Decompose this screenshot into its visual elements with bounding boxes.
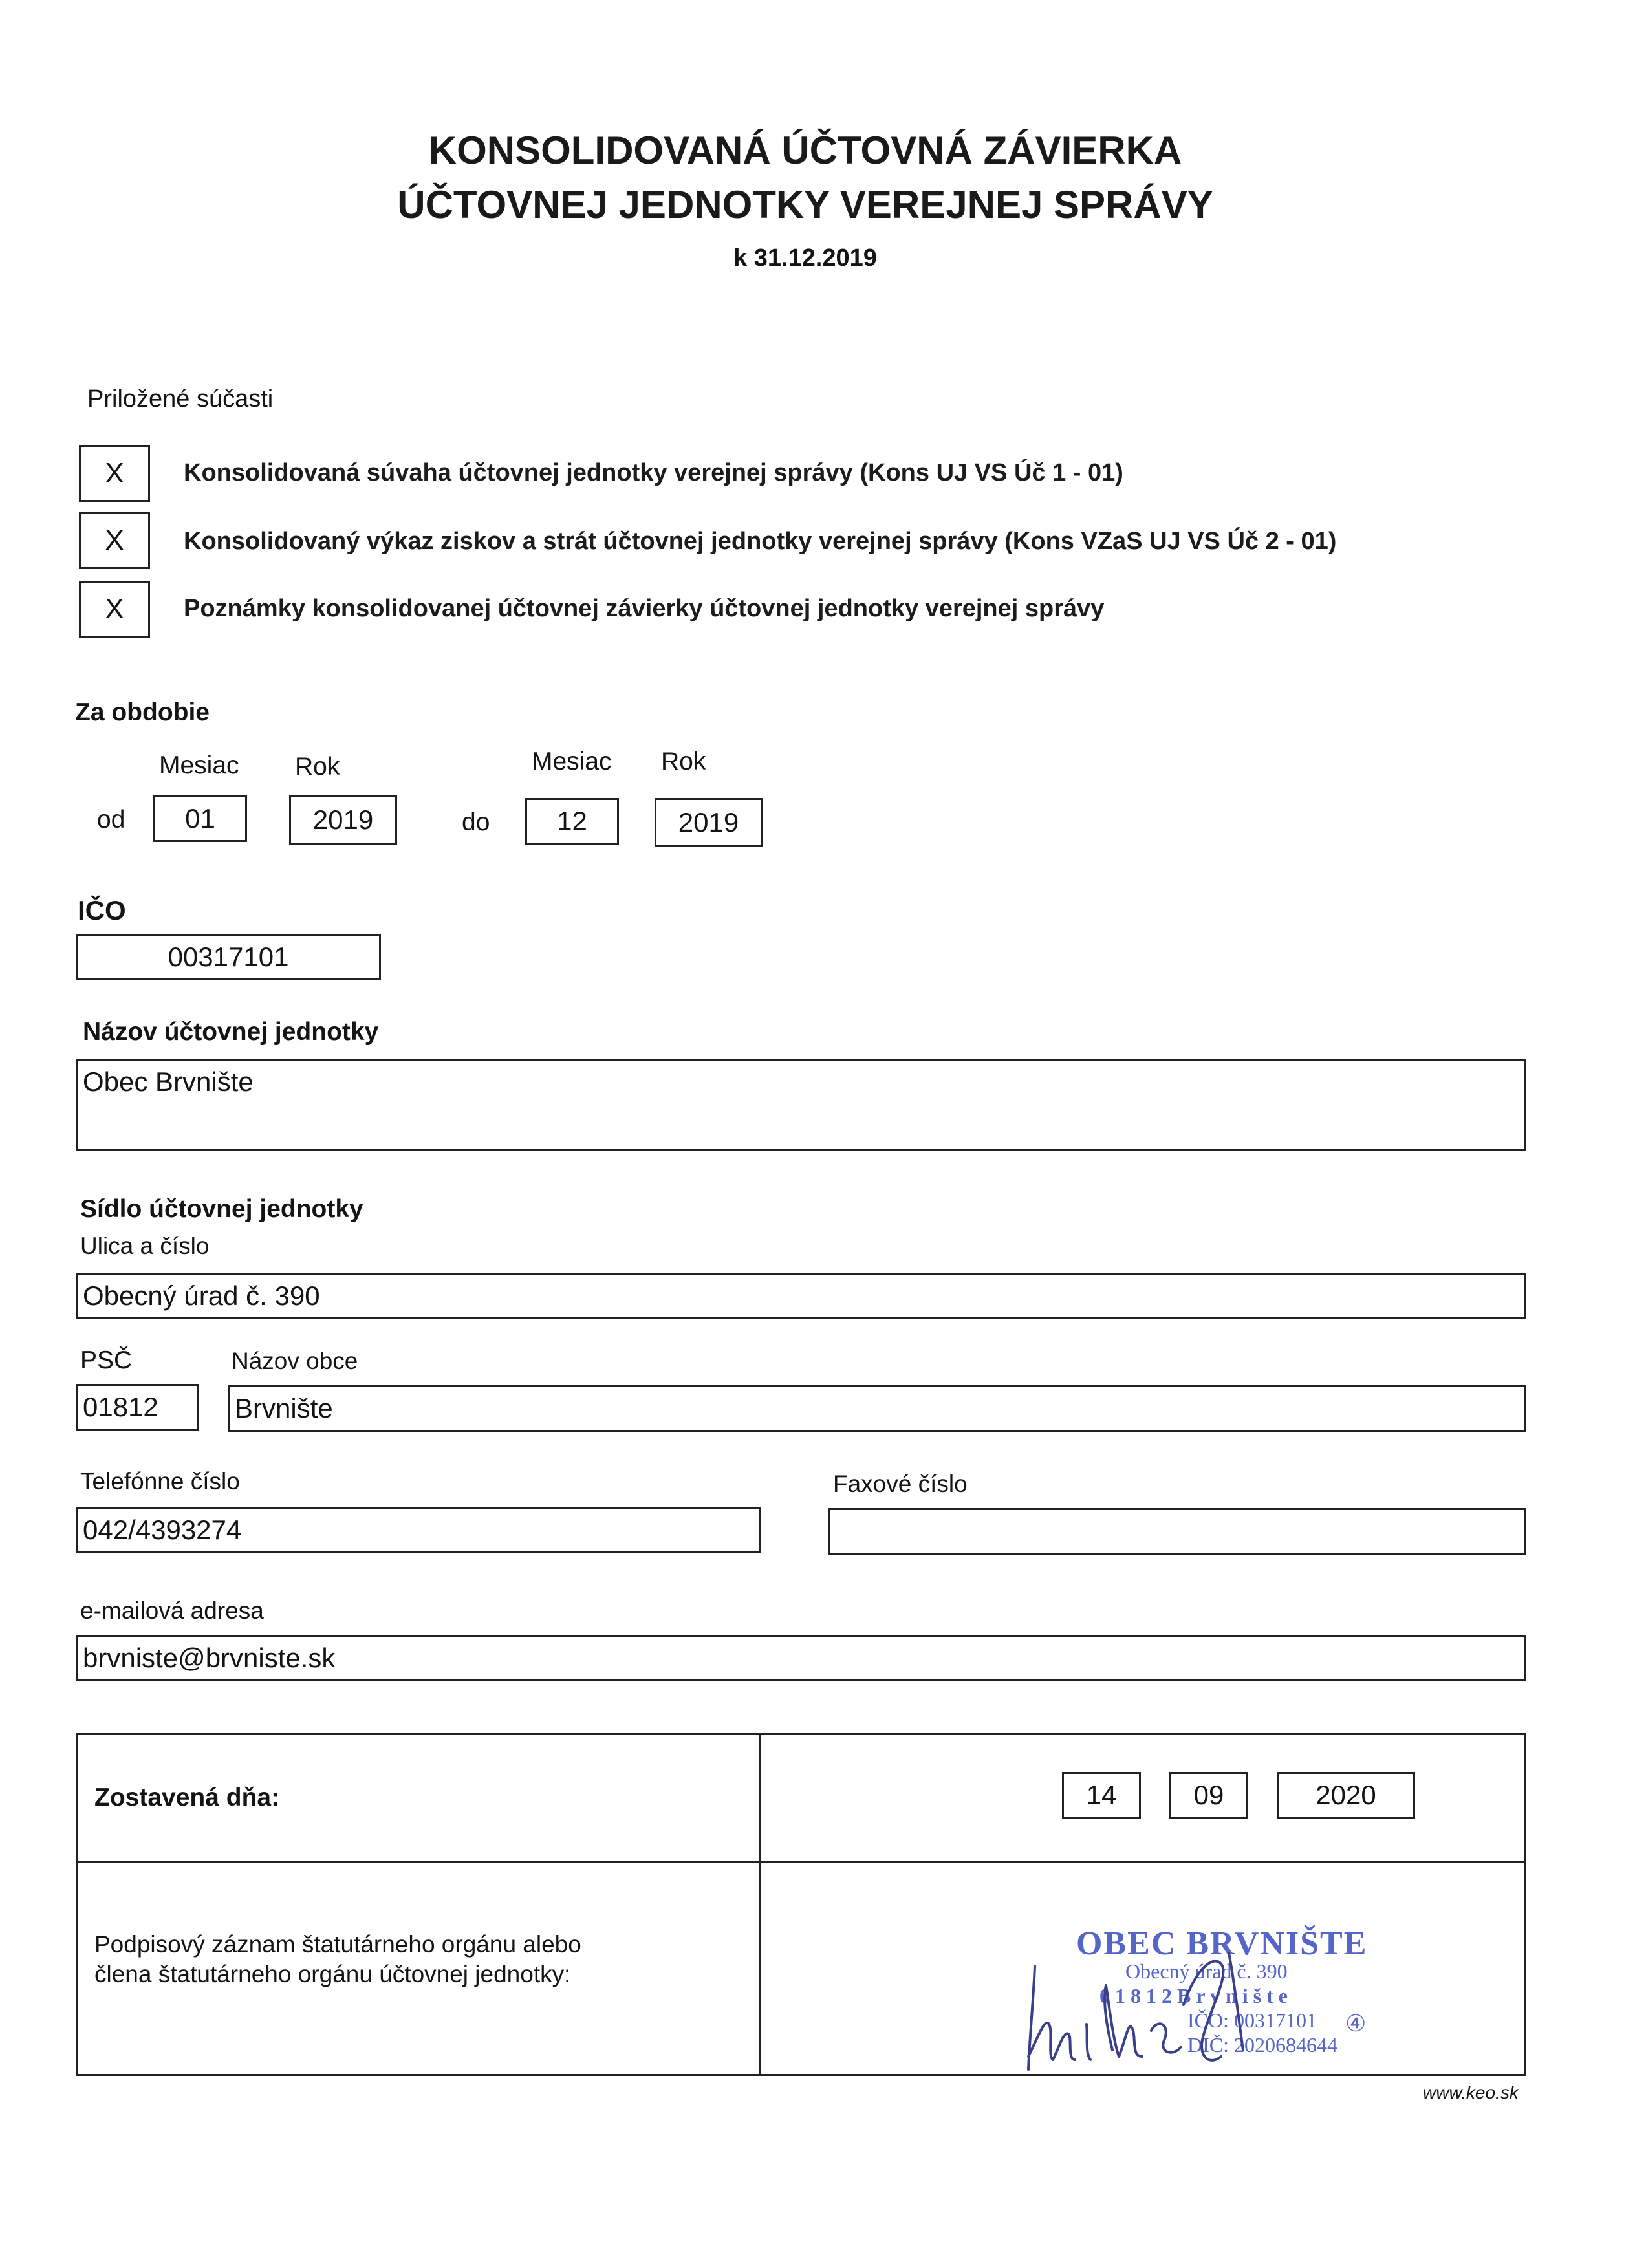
attachment-checkbox-3[interactable]: X (79, 581, 150, 638)
address-heading: Sídlo účtovnej jednotky (80, 1195, 363, 1223)
from-month-field[interactable]: 01 (153, 795, 247, 842)
phone-label: Telefónne číslo (80, 1468, 240, 1495)
stamp-line-address: 0 1 8 1 2 B r v n i š t e (1099, 1984, 1288, 2007)
psc-field[interactable]: 01812 (76, 1384, 199, 1431)
phone-field[interactable]: 042/4393274 (76, 1507, 761, 1553)
to-label: do (462, 808, 490, 836)
street-field[interactable]: Obecný úrad č. 390 (76, 1273, 1526, 1319)
fax-label: Faxové číslo (833, 1471, 968, 1497)
table-divider-horizontal (76, 1861, 1526, 1863)
ico-label: IČO (78, 895, 126, 925)
signature-label-line2: člena štatutárneho orgánu účtovnej jednotky: (94, 1961, 571, 1987)
compiled-month-field[interactable]: 09 (1169, 1772, 1248, 1819)
stamp-title: OBEC BRVNIŠTE (1076, 1925, 1368, 1962)
attachment-label-2: Konsolidovaný výkaz ziskov a strát účtovnej jednotky verejnej správy (Kons VZaS UJ VS Úč 2 - 01) (184, 528, 1337, 555)
signature-label (94, 1930, 581, 1989)
email-label: e-mailová adresa (80, 1597, 264, 1624)
email-field[interactable]: brvniste@brvniste.sk (76, 1635, 1526, 1681)
stamp-line-ico: IČO: 00317101 (1187, 2009, 1317, 2032)
fax-field[interactable] (828, 1508, 1526, 1555)
compiled-date-label: Zostavená dňa: (94, 1784, 280, 1811)
document-date: k 31.12.2019 (733, 244, 877, 272)
entity-name-label: Názov účtovnej jednotky (83, 1018, 379, 1046)
ico-field[interactable]: 00317101 (76, 934, 381, 980)
stamp-line-dic: DIČ: 2020684644 (1187, 2033, 1337, 2057)
attachment-checkbox-1[interactable]: X (79, 445, 150, 502)
to-year-label: Rok (661, 748, 706, 775)
document-title-line2: ÚČTOVNEJ JEDNOTKY VEREJNEJ SPRÁVY (397, 183, 1213, 226)
compiled-year-field[interactable]: 2020 (1277, 1772, 1415, 1819)
period-heading: Za obdobie (75, 698, 210, 726)
street-label: Ulica a číslo (80, 1233, 210, 1259)
stamp-mark: ④ (1345, 2011, 1367, 2036)
from-year-label: Rok (295, 753, 340, 781)
attachment-label-3: Poznámky konsolidovanej účtovnej závierky účtovnej jednotky verejnej správy (184, 595, 1105, 622)
compiled-day-field[interactable]: 14 (1062, 1772, 1141, 1819)
psc-label: PSČ (80, 1346, 133, 1374)
attachment-checkbox-2[interactable]: X (79, 512, 150, 569)
from-month-label: Mesiac (159, 751, 239, 779)
to-month-label: Mesiac (532, 748, 612, 775)
to-year-field[interactable]: 2019 (655, 798, 763, 847)
attachment-label-1: Konsolidovaná súvaha účtovnej jednotky verejnej správy (Kons UJ VS Úč 1 - 01) (184, 459, 1123, 486)
attachments-heading: Priložené súčasti (87, 385, 274, 413)
to-month-field[interactable]: 12 (525, 798, 619, 845)
publisher-url: www.keo.sk (1423, 2082, 1519, 2102)
table-divider-vertical (759, 1733, 761, 2076)
from-label: od (97, 806, 125, 834)
signature-label-line1: Podpisový záznam štatutárneho orgánu alebo (94, 1931, 581, 1958)
stamp-line-office: Obecný úrad č. 390 (1125, 1960, 1288, 1983)
document-title-line1: KONSOLIDOVANÁ ÚČTOVNÁ ZÁVIERKA (428, 129, 1182, 172)
city-label: Názov obce (232, 1348, 358, 1374)
handwritten-signature (1015, 1927, 1287, 2076)
from-year-field[interactable]: 2019 (289, 795, 397, 845)
city-field[interactable]: Brvnište (228, 1385, 1526, 1432)
entity-name-field[interactable]: Obec Brvnište (76, 1059, 1526, 1151)
